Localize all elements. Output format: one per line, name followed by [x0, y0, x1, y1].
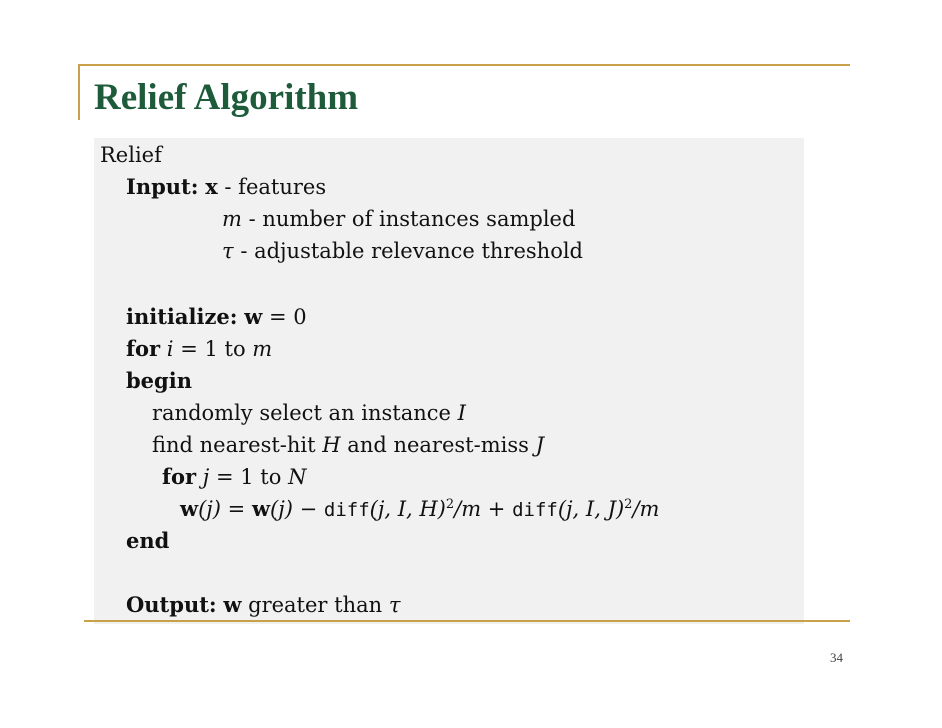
input-tau-symbol: τ	[222, 239, 234, 263]
for-loop-line	[126, 336, 272, 362]
inner-for-line	[162, 464, 306, 490]
update-equals: =	[220, 497, 252, 521]
update-w-right: w	[251, 496, 271, 521]
inner-for-j: j	[202, 465, 210, 489]
initialize-w: w	[244, 304, 263, 329]
find-H: H	[322, 433, 341, 457]
update-args-hit: (j, I, H)	[369, 497, 446, 521]
update-exp-miss: 2	[624, 497, 633, 512]
update-diff-miss: diff	[512, 499, 558, 521]
initialize-line	[126, 304, 307, 330]
input-line-features	[126, 174, 326, 200]
algorithm-name	[100, 142, 162, 168]
find-miss-text: and nearest-miss	[347, 433, 529, 457]
input-m-desc: - number of instances sampled	[248, 207, 576, 231]
inner-for-N: N	[288, 465, 307, 489]
find-hit-text: find nearest-hit	[152, 433, 316, 457]
end-line	[126, 528, 169, 554]
output-text: greater than	[248, 593, 383, 617]
update-j-right: (j)	[270, 497, 293, 521]
footer-rule	[84, 620, 850, 622]
output-w: w	[223, 592, 242, 617]
inner-for-range: = 1 to	[216, 465, 282, 489]
random-select-line	[152, 400, 466, 426]
inner-for-keyword: for	[162, 464, 197, 489]
for-i: i	[166, 337, 174, 361]
find-J: J	[535, 433, 545, 457]
input-line-threshold	[222, 238, 583, 264]
input-m-symbol: m	[222, 207, 242, 231]
input-x-desc: - features	[224, 175, 327, 199]
title-left-accent	[78, 64, 80, 120]
initialize-value: = 0	[268, 305, 307, 329]
input-x-symbol: x	[205, 174, 218, 199]
update-rule-line	[180, 496, 659, 523]
update-w-left: w	[180, 496, 199, 521]
update-args-miss: (j, I, J)	[557, 497, 625, 521]
begin-line	[126, 368, 192, 394]
algorithm-panel	[94, 138, 804, 624]
update-j-left: (j)	[198, 497, 221, 521]
output-tau: τ	[388, 593, 401, 617]
input-label: Input:	[126, 174, 199, 199]
random-select-text: randomly select an instance	[152, 401, 451, 425]
for-m: m	[252, 337, 273, 361]
algorithm-name-text: Relief	[100, 143, 162, 167]
random-select-I: I	[457, 401, 466, 425]
find-nearest-line	[152, 432, 544, 458]
initialize-label: initialize:	[126, 304, 238, 329]
output-line	[126, 592, 400, 618]
for-keyword: for	[126, 336, 161, 361]
output-label: Output:	[126, 592, 217, 617]
title-top-rule	[78, 64, 850, 66]
slide-title: Relief Algorithm	[94, 77, 359, 118]
update-minus: −	[292, 497, 324, 521]
update-div-hit: /m +	[454, 497, 513, 521]
begin-keyword: begin	[126, 368, 192, 393]
page-number: 34	[830, 650, 843, 665]
end-keyword: end	[126, 528, 170, 553]
input-tau-desc: - adjustable relevance threshold	[240, 239, 583, 263]
update-div-miss: /m	[632, 497, 660, 521]
update-exp-hit: 2	[445, 497, 455, 512]
input-line-instances	[222, 206, 575, 232]
for-range: = 1 to	[180, 337, 246, 361]
update-diff-hit: diff	[323, 499, 370, 521]
